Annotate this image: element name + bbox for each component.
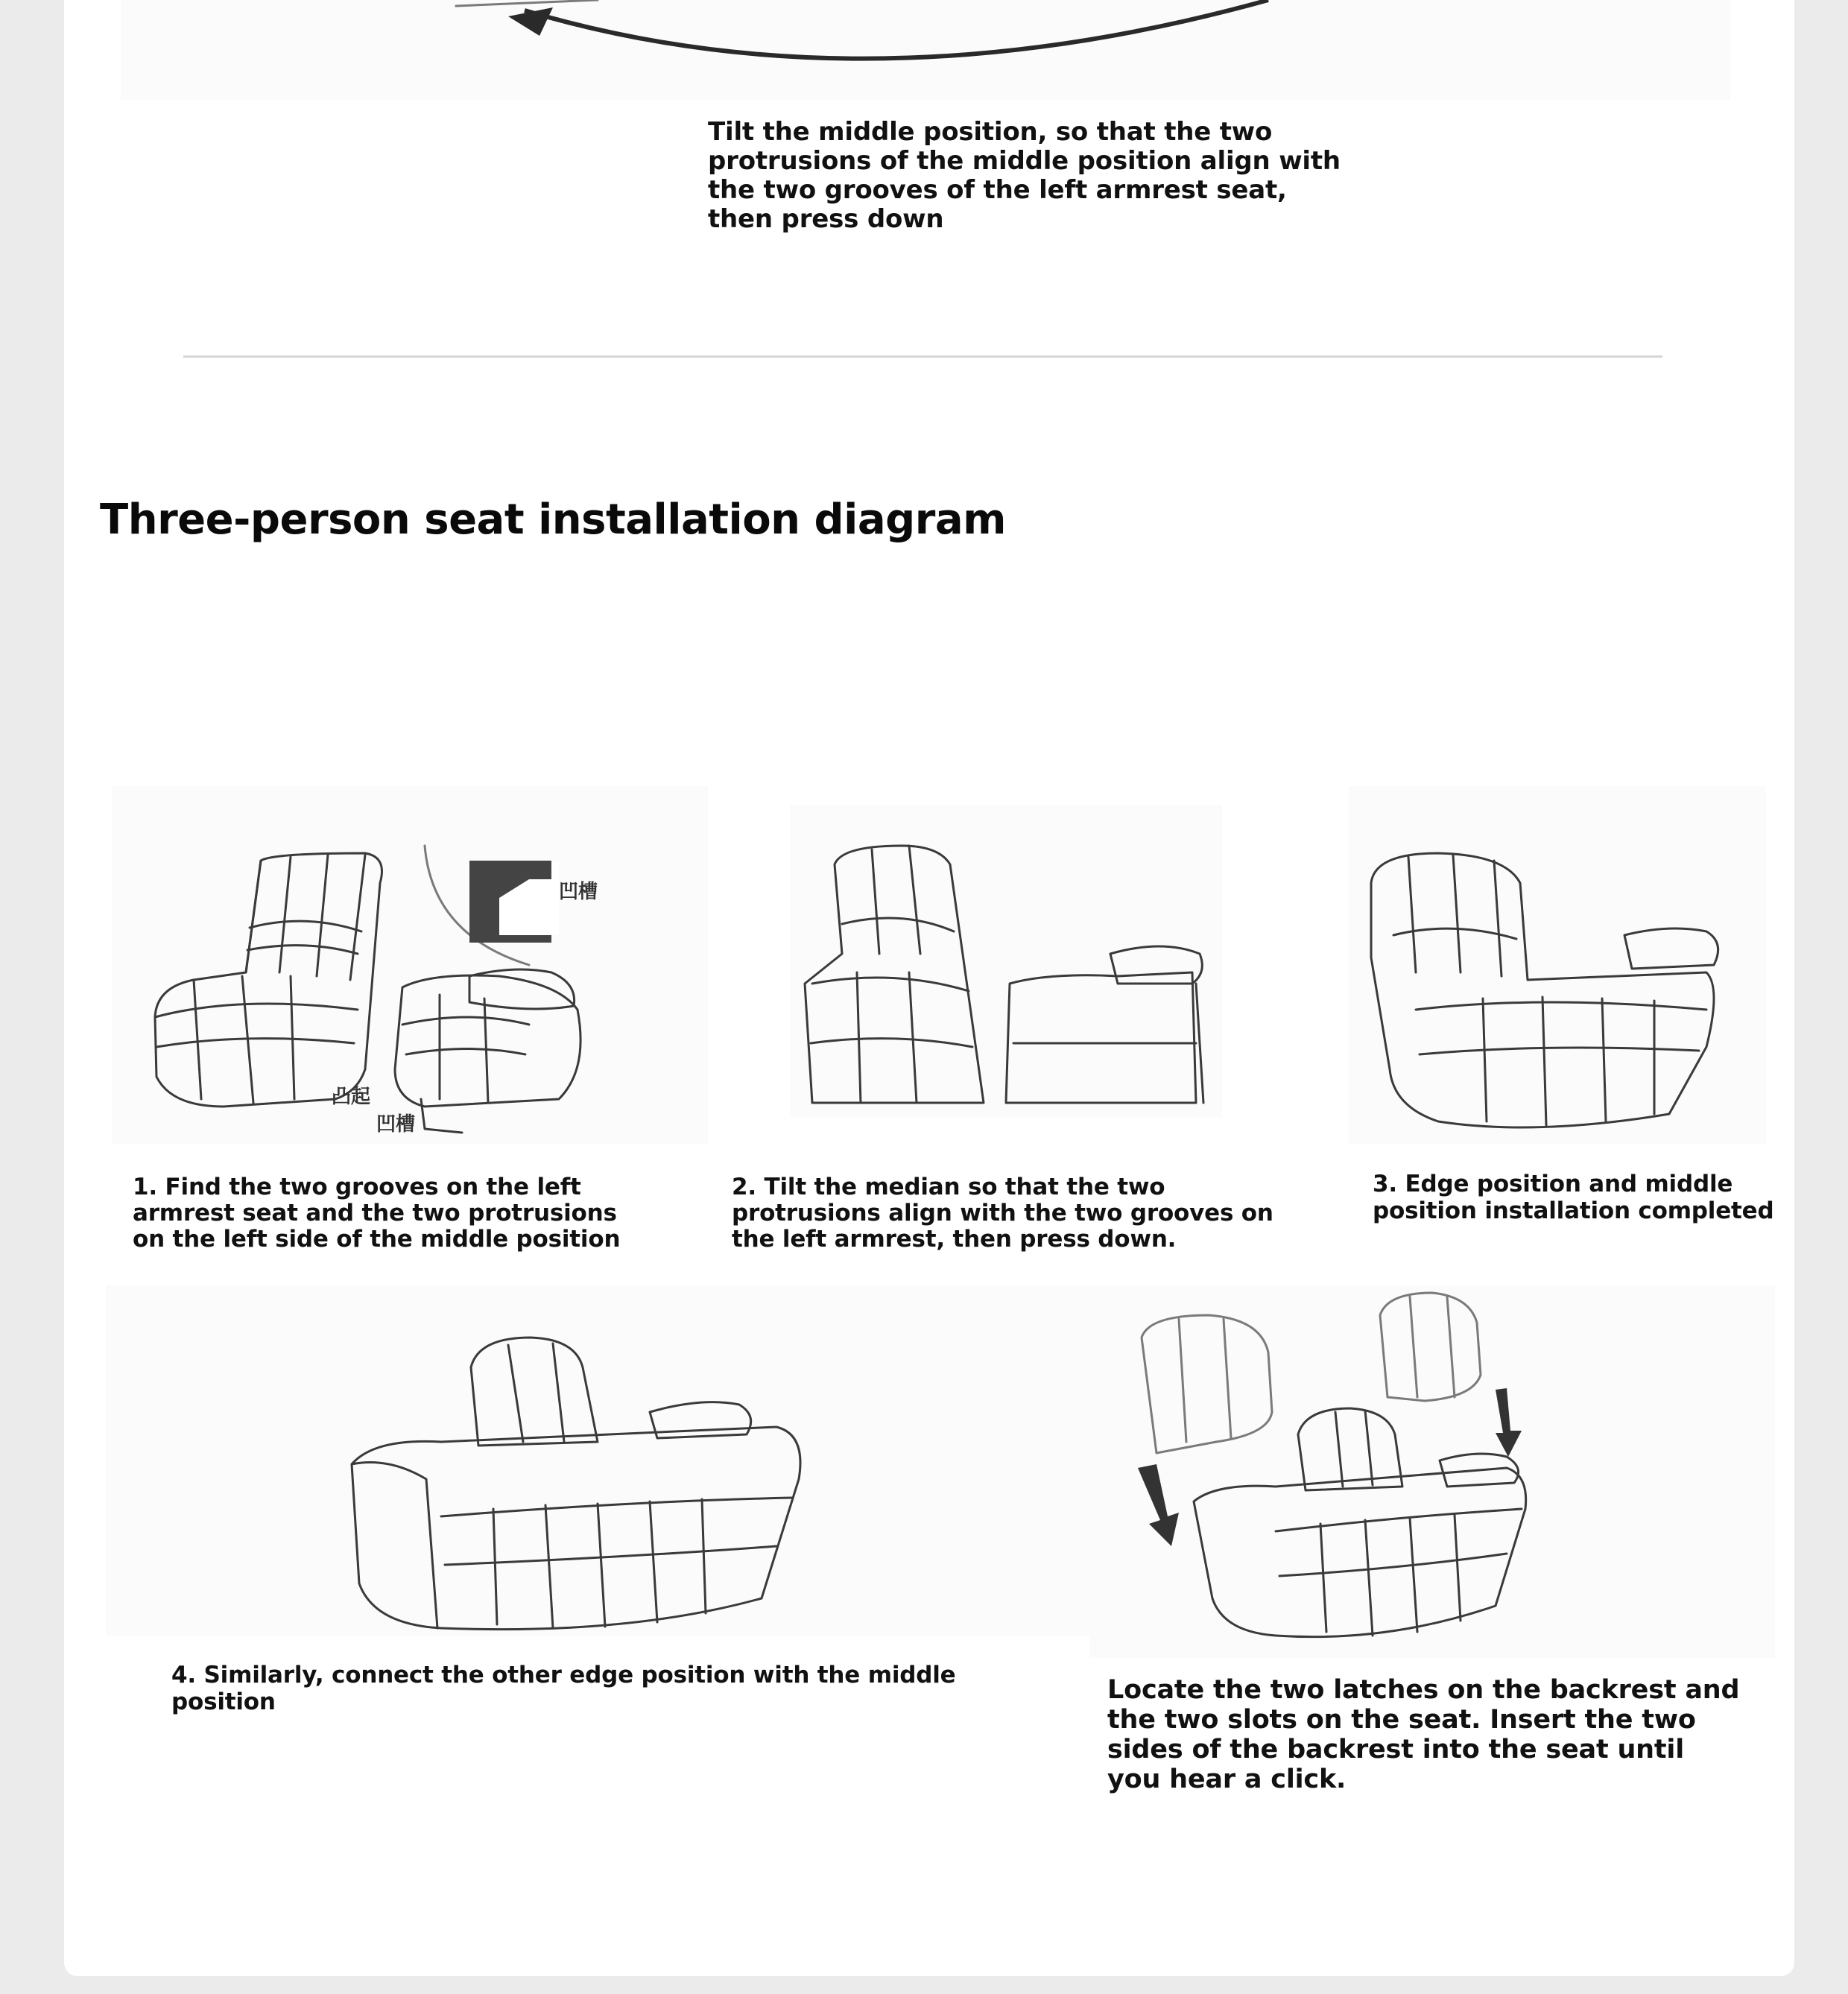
sofa-with-backrest-illustration — [1194, 1408, 1526, 1637]
step3-caption: 3. Edge position and middle position installation completed — [1373, 1171, 1774, 1224]
protrusion-label: 凸起 — [332, 1086, 371, 1108]
step2-caption: 2. Tilt the median so that the two protrusions align with the two grooves on the left armrest, then press down. — [732, 1174, 1273, 1253]
top-figure — [121, 0, 1730, 100]
down-arrow-icon-right — [1496, 1388, 1522, 1457]
groove-detail-icon — [469, 861, 559, 943]
step4-figure — [106, 1285, 1097, 1636]
backrest-left-illustration — [1142, 1315, 1272, 1453]
groove-label: 凹槽 — [376, 1113, 416, 1136]
armrest-seat-illustration — [395, 969, 580, 1133]
armless-seat-illustration — [155, 853, 382, 1107]
top-caption: Tilt the middle position, so that the two protrusions of the middle position align with the two grooves of the left armrest seat, then press down — [708, 117, 1341, 234]
tilted-middle-seat-illustration — [805, 846, 984, 1103]
backrest-right-illustration — [1380, 1293, 1481, 1401]
step1-caption: 1. Find the two grooves on the left armrest seat and the two protrusions on the left side of the middle position — [133, 1174, 621, 1253]
step4-caption: 4. Similarly, connect the other edge position with the middle position — [171, 1662, 956, 1715]
section-divider — [183, 355, 1662, 358]
rotate-arrow-icon — [121, 0, 1730, 100]
armrest-seat-illustration — [1006, 946, 1203, 1103]
step5-figure — [1089, 1285, 1775, 1658]
step1-figure — [112, 786, 708, 1144]
section-title: Three-person seat installation diagram — [100, 496, 1006, 544]
down-arrow-icon — [1138, 1464, 1179, 1546]
step5-caption: Locate the two latches on the backrest and the two slots on the seat. Insert the two sides of the backrest into the seat until you hear a click. — [1107, 1675, 1740, 1794]
groove-detail-label: 凹槽 — [559, 881, 598, 903]
step3-figure — [1349, 786, 1766, 1144]
three-seat-sofa-illustration — [352, 1338, 800, 1630]
step2-figure — [790, 805, 1222, 1118]
connected-seat-illustration — [1371, 853, 1718, 1127]
